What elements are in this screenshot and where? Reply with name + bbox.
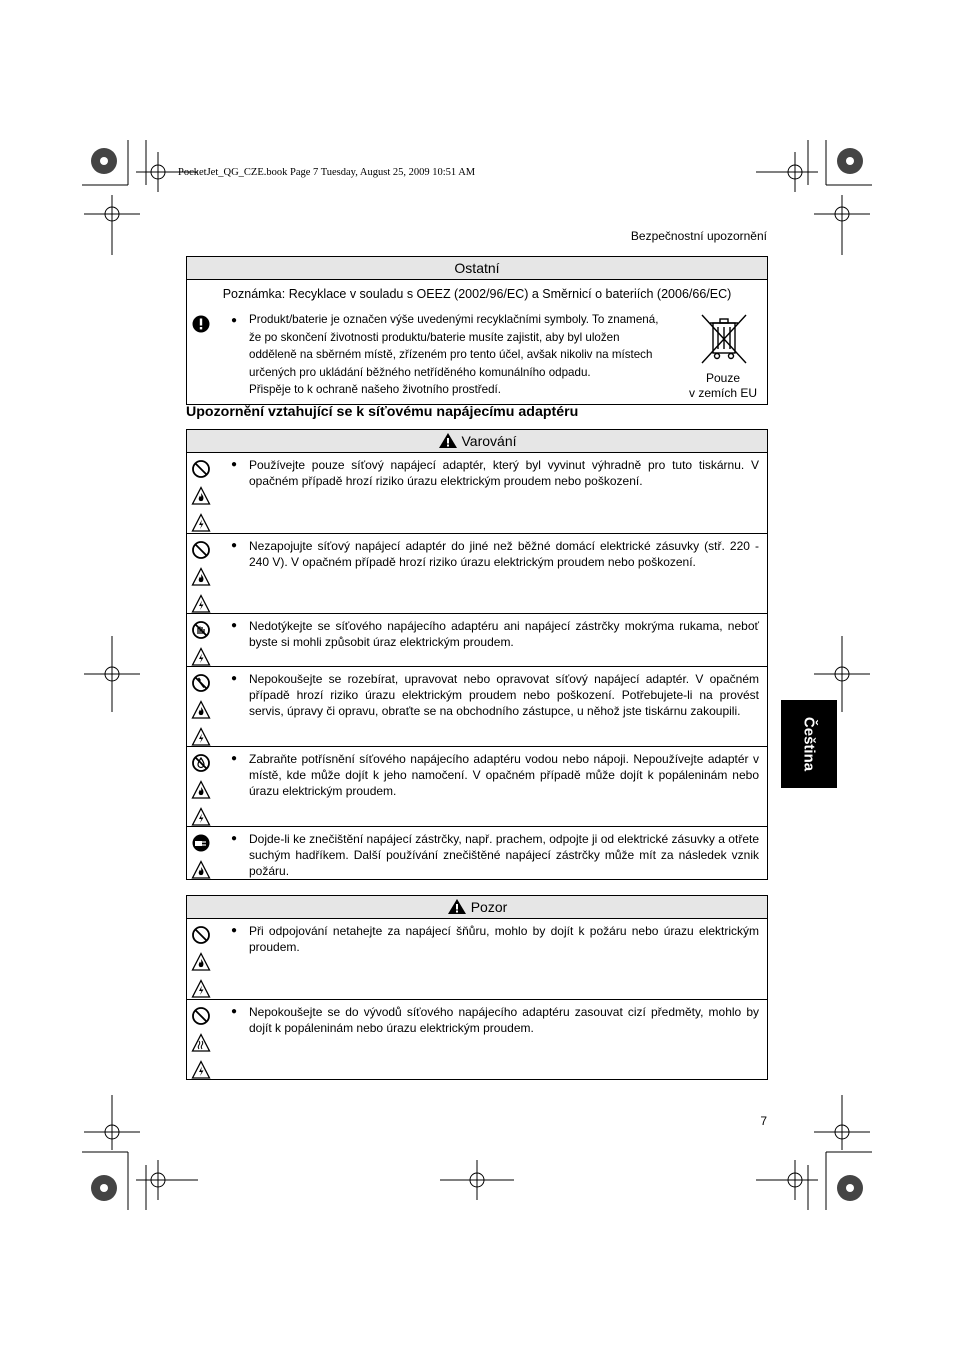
fire-warning-icon bbox=[191, 780, 211, 800]
prohibited-icon bbox=[191, 1006, 211, 1026]
bullet: ● bbox=[231, 540, 238, 551]
fire-warning-icon bbox=[191, 860, 211, 880]
varovani-item bbox=[187, 826, 767, 879]
pozor-item-text: Nepokoušejte se do vývodů síťového napájecího adaptéru zasouvat cizí předměty, mohlo by dojít k popáleninám nebo úrazu elektrickým proudem. bbox=[249, 1005, 759, 1035]
prohibited-icon bbox=[191, 925, 211, 945]
hot-surface-icon bbox=[191, 1033, 211, 1053]
crop-header: PocketJet_QG_CZE.book Page 7 Tuesday, August 25, 2009 10:51 AM bbox=[178, 167, 476, 178]
recycling-text: Produkt/baterie je označen výše uvedenými recyklačními symboly. To znamená, že po skončení životnosti produktu/baterie musíte zajistit, aby byl uložen odděleně na sběrném místě, zřízeném pro tento účel, avšak nikoliv na místech určených pro ukládání běžného netříděného komunálního odpadu. Přispěje to k ochraně našeho životního prostředí. bbox=[249, 313, 659, 396]
pozor-header bbox=[187, 896, 767, 919]
varovani-item-text: Nedotýkejte se síťového napájecího adaptéru ani napájecí zástrčky mokrýma rukama, neboť byste si mohli způsobit úraz elektrickým proudem. bbox=[249, 619, 759, 649]
varovani-item-text: Používejte pouze síťový napájecí adaptér, který byl vyvinut výhradně pro tuto tiskárnu. V opačném případě hrozí riziko úrazu elektrickým proudem nebo poškození. bbox=[249, 458, 759, 488]
crossed-out-wheelie-bin-icon bbox=[698, 313, 750, 367]
fire-warning-icon bbox=[191, 486, 211, 506]
warning-triangle-icon bbox=[447, 898, 467, 915]
varovani-item-text: Zabraňte potřísnění síťového napájecího adaptéru vodou nebo nápoji. Nepoužívejte adaptér v místě, kde může dojít k jeho namočení. V opačném případě může dojít k popáleninám nebo úrazu elektrickým proudem. bbox=[249, 752, 759, 798]
mandatory-icon bbox=[192, 315, 210, 333]
varovani-item-text: Nezapojujte síťový napájecí adaptér do jiné než běžné domácí elektrické zásuvky (stř. 220 - 240 V). V opačném případě hrozí riziko úrazu elektrickým proudem nebo poškození. bbox=[249, 539, 759, 569]
pozor-item bbox=[187, 999, 767, 1079]
electric-shock-icon bbox=[191, 807, 211, 827]
electric-shock-icon bbox=[191, 513, 211, 533]
bullet: ● bbox=[231, 753, 238, 764]
hazard-icons bbox=[191, 753, 213, 834]
bullet: ● bbox=[231, 620, 238, 631]
language-tab: Čeština bbox=[781, 700, 837, 788]
varovani-item bbox=[187, 613, 767, 666]
ostatni-title: Ostatní bbox=[187, 257, 767, 280]
warning-triangle-icon bbox=[438, 432, 458, 449]
varovani-item bbox=[187, 666, 767, 746]
bullet: ● bbox=[231, 1006, 238, 1017]
prohibited-icon bbox=[191, 540, 211, 560]
varovani-title: Varování bbox=[461, 433, 517, 449]
varovani-item-text: Nepokoušejte se rozebírat, upravovat nebo opravovat síťový napájecí adaptér. V opačném případě hrozí riziko úrazu elektrickým proudem nebo poškození. Potřebujete-li na provést servis, úpravy či opravu, obraťte se na obchodního zástupce, u něhož jste tiskárnu zakoupili. bbox=[249, 672, 759, 718]
varovani-item bbox=[187, 533, 767, 613]
unplug-icon bbox=[191, 833, 211, 853]
bin-caption: Pouze v zemích EU bbox=[688, 371, 757, 400]
fire-warning-icon bbox=[191, 952, 211, 972]
no-water-icon bbox=[191, 753, 211, 773]
bullet: ● bbox=[231, 673, 238, 684]
pozor-item bbox=[187, 919, 767, 999]
electric-shock-icon bbox=[191, 979, 211, 999]
varovani-item bbox=[187, 453, 767, 533]
fire-warning-icon bbox=[191, 567, 211, 587]
pozor-item-text: Při odpojování netahejte za napájecí šňůru, mohlo by dojít k požáru nebo úrazu elektrickým proudem. bbox=[249, 924, 759, 954]
hazard-icons bbox=[191, 673, 213, 754]
bullet: ● bbox=[231, 833, 238, 844]
pozor-box bbox=[186, 895, 768, 1080]
varovani-header bbox=[187, 430, 767, 453]
bullet: ● bbox=[231, 925, 238, 936]
prohibited-icon bbox=[191, 459, 211, 479]
no-disassembly-icon bbox=[191, 673, 211, 693]
varovani-box bbox=[186, 429, 768, 880]
varovani-item bbox=[187, 746, 767, 826]
hazard-icons bbox=[191, 1006, 213, 1087]
ostatni-box bbox=[186, 256, 768, 405]
hazard-icons bbox=[191, 540, 213, 621]
fire-warning-icon bbox=[191, 700, 211, 720]
section-title: Upozornění vztahující se k síťovému napájecímu adaptéru bbox=[186, 404, 579, 420]
no-wet-hands-icon bbox=[191, 620, 211, 640]
hazard-icons bbox=[191, 833, 213, 887]
electric-shock-icon bbox=[191, 1060, 211, 1080]
page-number: 7 bbox=[760, 1114, 767, 1128]
recycling-note: Poznámka: Recyklace v souladu s OEEZ (2002/96/EC) a Směrnicí o bateriích (2006/66/EC) bbox=[222, 287, 732, 301]
hazard-icons bbox=[191, 459, 213, 540]
varovani-item-text: Dojde-li ke znečištění napájecí zástrčky, např. prachem, odpojte ji od elektrické zásuvky a otřete suchým hadříkem. Další používání znečištěné napájecí zástrčky může mít za následek vznik požáru. bbox=[249, 832, 759, 878]
electric-shock-icon bbox=[191, 594, 211, 614]
electric-shock-icon bbox=[191, 727, 211, 747]
bullet: ● bbox=[231, 315, 238, 326]
hazard-icons bbox=[191, 925, 213, 1006]
electric-shock-icon bbox=[191, 647, 211, 667]
running-head: Bezpečnostní upozornění bbox=[630, 229, 767, 243]
bullet: ● bbox=[231, 459, 238, 470]
pozor-title: Pozor bbox=[470, 899, 508, 915]
